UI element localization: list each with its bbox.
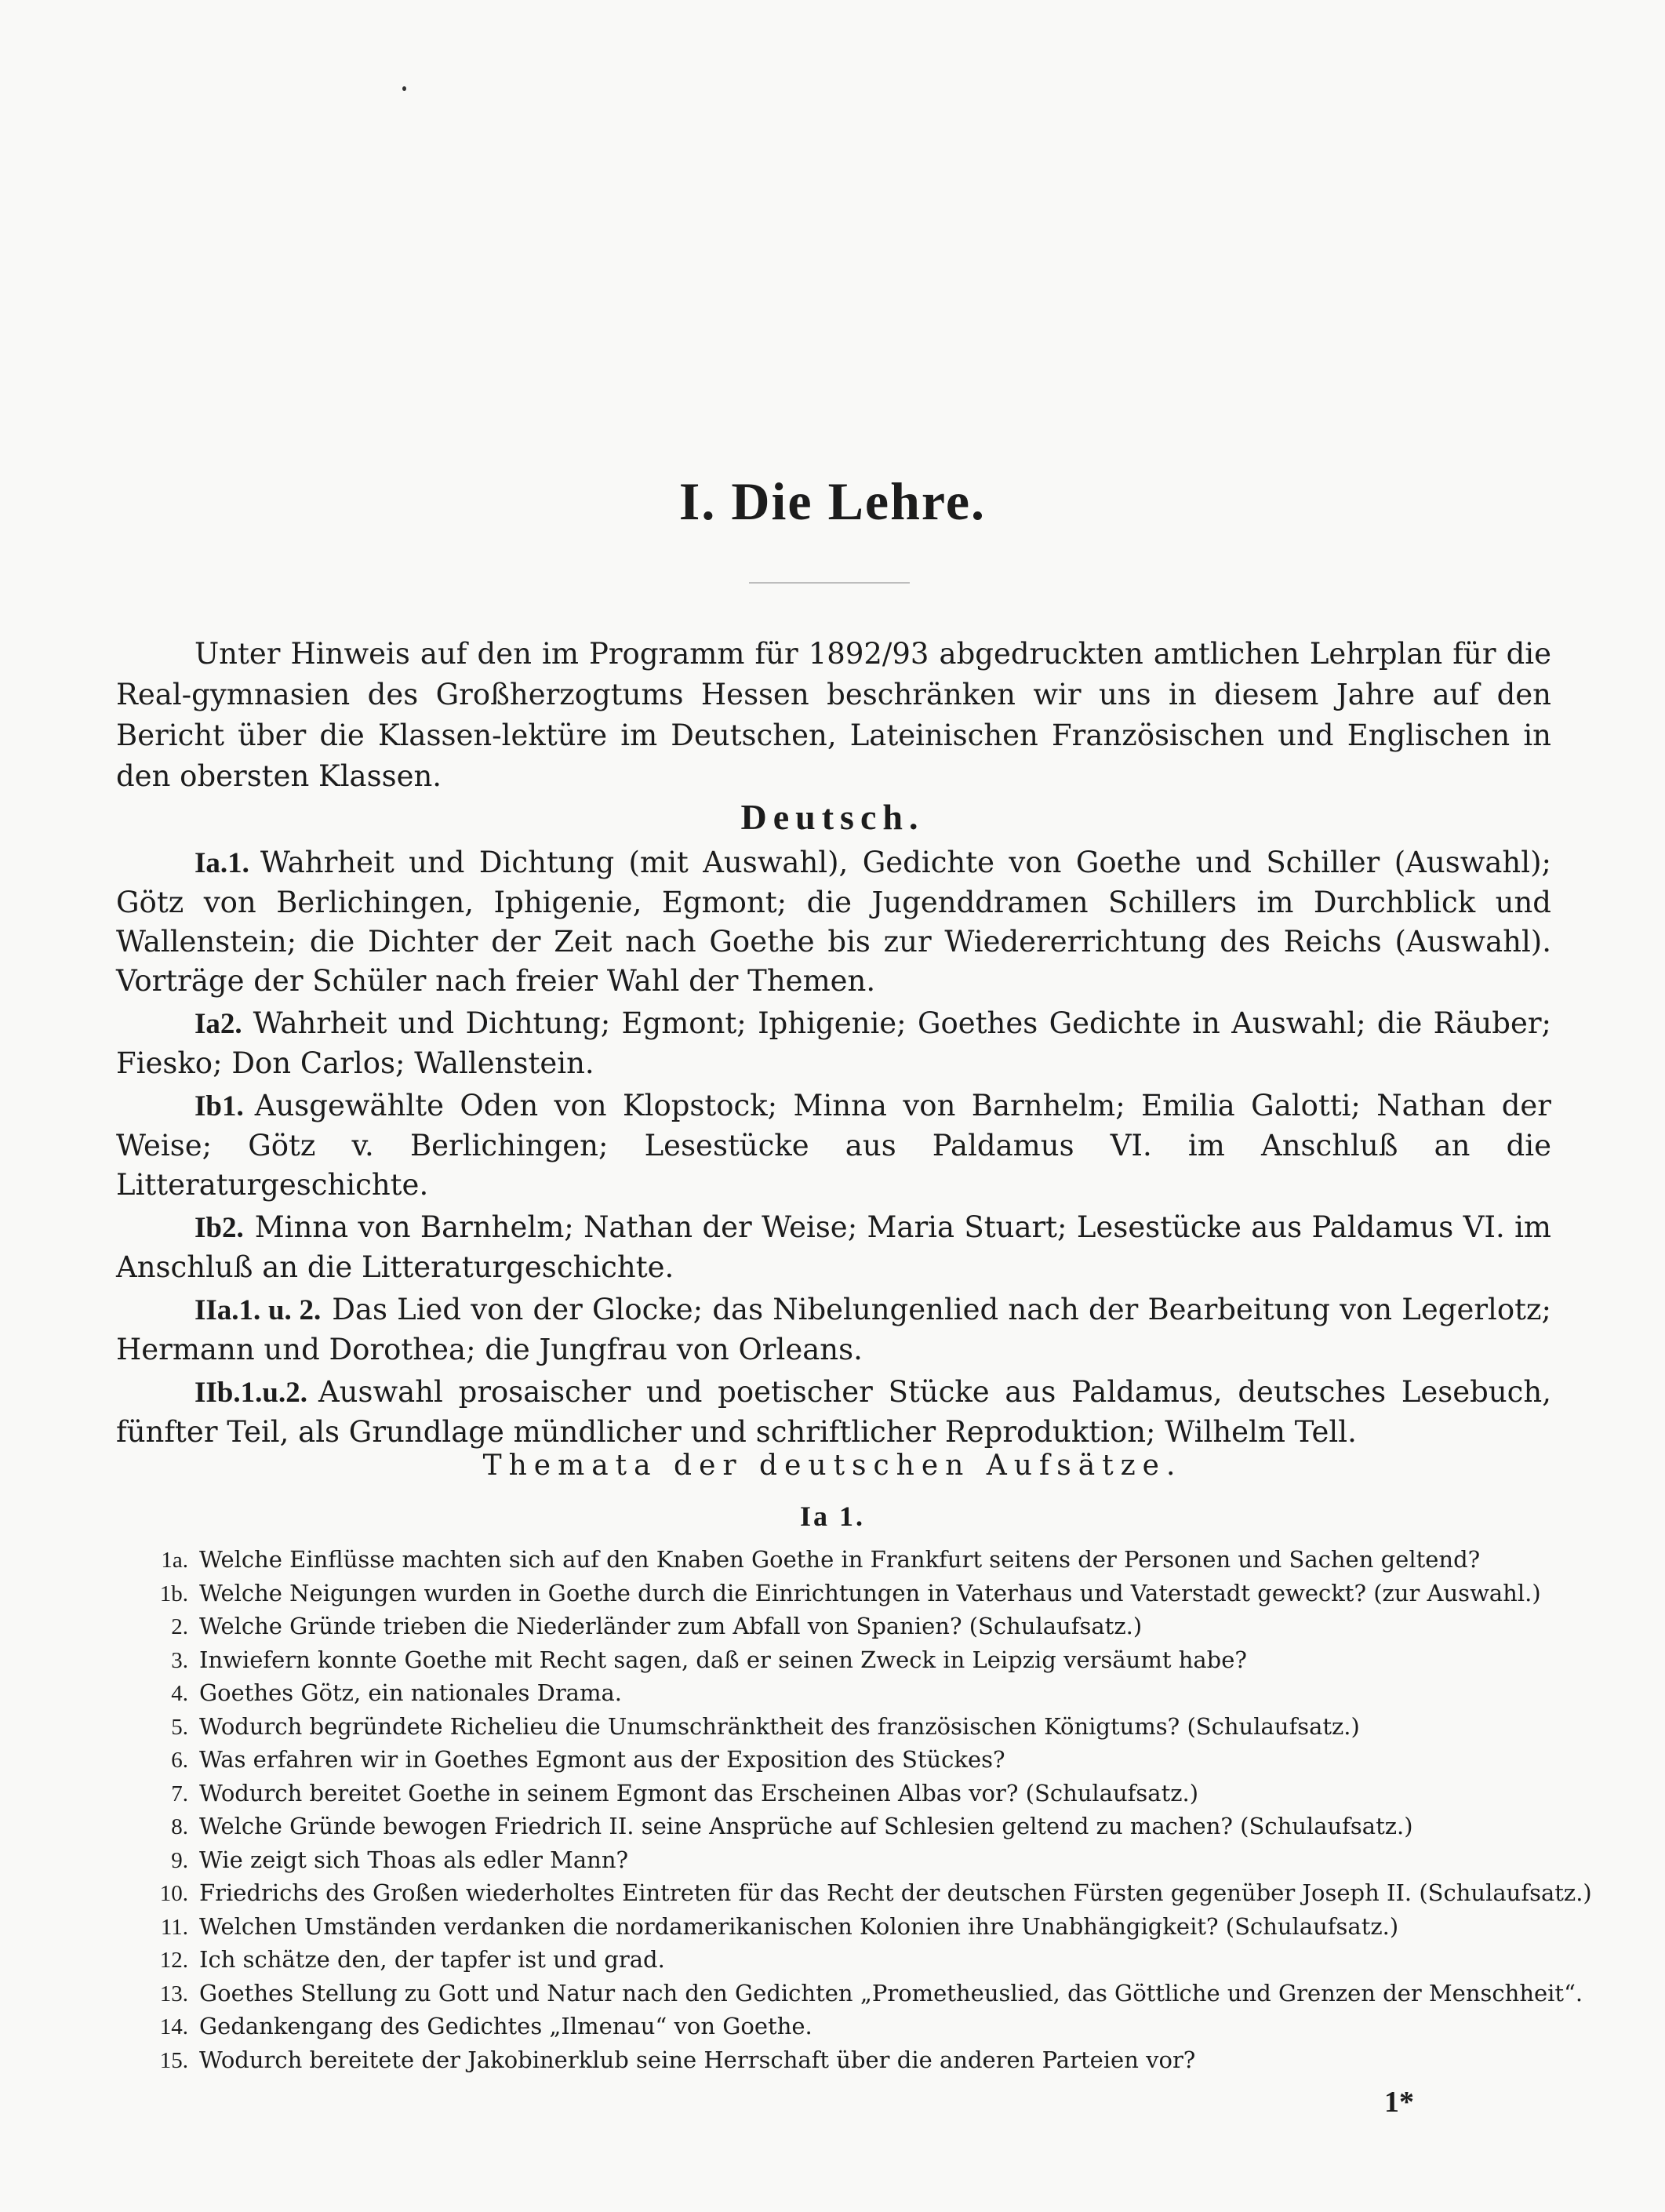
ink-speck bbox=[402, 86, 406, 91]
topic-text: Goethes Götz, ein nationales Drama. bbox=[199, 1679, 622, 1706]
topic-number: 11. bbox=[160, 1914, 188, 1940]
topic-number: 12. bbox=[159, 1948, 188, 1973]
lecture-item bbox=[116, 843, 1551, 1001]
topic-item bbox=[118, 1844, 1553, 1878]
topic-number: 1a. bbox=[161, 1548, 188, 1573]
lecture-item bbox=[116, 1004, 1551, 1083]
topic-item bbox=[118, 1610, 1553, 1644]
essay-topic-list bbox=[118, 1544, 1592, 2077]
topic-text: Gedankengang des Gedichtes „Ilmenau“ von Goethe. bbox=[199, 2013, 813, 2039]
topic-item bbox=[118, 1677, 1553, 1711]
lecture-text: Wahrheit und Dichtung; Egmont; Iphigenie; Goethes Gedichte in Auswahl; die Räuber; Fiesko; Don Carlos; Wallenstein. bbox=[116, 1006, 1551, 1080]
topic-text: Welche Gründe trieben die Niederländer zum Abfall von Spanien? (Schulaufsatz.) bbox=[199, 1613, 1143, 1639]
topic-number: 13. bbox=[159, 1981, 188, 2006]
topic-text: Welche Gründe bewogen Friedrich II. seine Ansprüche auf Schlesien geltend zu machen? (Schulaufsatz.) bbox=[199, 1813, 1413, 1839]
topic-number: 15. bbox=[159, 2047, 188, 2073]
topic-text: Inwiefern konnte Goethe mit Recht sagen, daß er seinen Zweck in Leipzig versäumt habe? bbox=[199, 1646, 1247, 1673]
topics-class-heading: Ia 1. bbox=[799, 1501, 865, 1532]
title-divider bbox=[749, 582, 910, 584]
topic-item bbox=[118, 2044, 1553, 2078]
lecture-list bbox=[116, 843, 1551, 1455]
lecture-text: Wahrheit und Dichtung (mit Auswahl), Gedichte von Goethe und Schiller (Auswahl); Götz von Berlichingen, Iphigenie, Egmont; die Jugenddramen Schillers im Durchblick und Wallenstein; die Dichter der Zeit nach Goethe bis zur Wiedererrichtung des Reichs (Auswahl). Vorträge der Schüler nach freier Wahl der Themen. bbox=[116, 846, 1551, 998]
topic-item bbox=[118, 1644, 1553, 1678]
lecture-class: IIa.1. u. 2. bbox=[194, 1294, 322, 1326]
topic-number: 4. bbox=[171, 1681, 188, 1706]
topic-number: 8. bbox=[171, 1814, 188, 1839]
topic-text: Friedrichs des Großen wiederholtes Eintreten für das Recht der deutschen Fürsten gegenüber Joseph II. (Schulaufsatz.) bbox=[199, 1879, 1592, 1906]
lecture-item bbox=[116, 1086, 1551, 1205]
lecture-text: Auswahl prosaischer und poetischer Stücke aus Paldamus, deutsches Lesebuch, fünfter Teil, als Grundlage mündlicher und schriftlicher Reproduktion; Wilhelm Tell. bbox=[116, 1375, 1551, 1449]
topic-item bbox=[118, 1977, 1583, 2011]
topic-text: Wodurch begründete Richelieu die Unumschränktheit des französischen Königtums? (Schulaufsatz.) bbox=[199, 1712, 1360, 1740]
lecture-class: Ib2. bbox=[194, 1212, 244, 1244]
topic-text: Welchen Umständen verdanken die nordamerikanischen Kolonien ihre Unabhängigkeit? (Schulaufsatz.) bbox=[199, 1912, 1399, 1940]
topics-heading: Themata der deutschen Aufsätze. bbox=[482, 1450, 1183, 1482]
topic-number: 9. bbox=[171, 1847, 188, 1873]
topic-number: 6. bbox=[171, 1748, 188, 1773]
topic-item bbox=[118, 1777, 1553, 1811]
topic-number: 1b. bbox=[159, 1581, 188, 1606]
lecture-class: Ia2. bbox=[194, 1008, 242, 1040]
topic-number: 14. bbox=[159, 2014, 188, 2039]
topic-text: Was erfahren wir in Goethes Egmont aus der Exposition des Stückes? bbox=[199, 1746, 1005, 1773]
topic-item bbox=[118, 1911, 1553, 1945]
topic-number: 10. bbox=[159, 1881, 188, 1906]
topic-text: Welche Einflüsse machten sich auf den Knaben Goethe in Frankfurt seitens der Personen und Sachen geltend? bbox=[199, 1546, 1481, 1573]
topic-item bbox=[118, 1744, 1553, 1777]
topic-text: Ich schätze den, der tapfer ist und grad. bbox=[199, 1946, 665, 1973]
topic-item bbox=[118, 1544, 1553, 1577]
topic-number: 3. bbox=[171, 1647, 188, 1673]
topic-item bbox=[118, 1711, 1553, 1744]
topic-item bbox=[118, 1944, 1553, 1977]
lecture-class: Ia.1. bbox=[194, 847, 249, 879]
lecture-text: Das Lied von der Glocke; das Nibelungenlied nach der Bearbeitung von Legerlotz; Hermann und Dorothea; die Jungfrau von Orleans. bbox=[116, 1293, 1551, 1366]
section-heading: Deutsch. bbox=[740, 797, 925, 837]
lecture-item bbox=[116, 1373, 1551, 1452]
lecture-class: IIb.1.u.2. bbox=[194, 1377, 307, 1409]
topic-text: Welche Neigungen wurden in Goethe durch die Einrichtungen in Vaterhaus und Vaterstadt geweckt? (zur Auswahl.) bbox=[199, 1579, 1541, 1606]
lecture-item bbox=[116, 1208, 1551, 1287]
topic-text: Wie zeigt sich Thoas als edler Mann? bbox=[199, 1846, 629, 1873]
topic-item bbox=[118, 1810, 1553, 1844]
lecture-item bbox=[116, 1290, 1551, 1370]
topic-item bbox=[118, 2010, 1553, 2044]
topic-number: 7. bbox=[171, 1781, 188, 1806]
topic-text: Wodurch bereitete der Jakobinerklub seine Herrschaft über die anderen Parteien vor? bbox=[199, 2046, 1196, 2073]
topic-text: Wodurch bereitet Goethe in seinem Egmont das Erscheinen Albas vor? (Schulaufsatz.) bbox=[199, 1779, 1199, 1806]
lecture-class: Ib1. bbox=[194, 1090, 244, 1122]
topic-number: 2. bbox=[171, 1614, 188, 1639]
page-title: I. Die Lehre. bbox=[678, 471, 987, 531]
topic-number: 5. bbox=[171, 1714, 188, 1740]
lecture-text: Ausgewählte Oden von Klopstock; Minna von Barnhelm; Emilia Galotti; Nathan der Weise; Götz v. Berlichingen; Lesestücke aus Paldamus VI. im Anschluß an die Litteraturgeschichte. bbox=[116, 1089, 1551, 1202]
topic-item bbox=[118, 1877, 1592, 1911]
lecture-text: Minna von Barnhelm; Nathan der Weise; Maria Stuart; Lesestücke aus Paldamus VI. im Anschluß an die Litteraturgeschichte. bbox=[116, 1210, 1551, 1284]
intro-paragraph: Unter Hinweis auf den im Programm für 1892/93 abgedruckten amtlichen Lehrplan für die Real-gymnasien des Großherzogtums Hessen beschränken wir uns in diesem Jahre auf den Bericht über die Klassen-lektüre im Deutschen, Lateinischen Französischen und Englischen in den obersten Klassen. bbox=[116, 637, 1551, 793]
topic-text: Goethes Stellung zu Gott und Natur nach den Gedichten „Prometheuslied, das Göttliche und Grenzen der Menschheit“. bbox=[199, 1979, 1583, 2006]
page-number: 1* bbox=[1384, 2086, 1414, 2119]
topic-item bbox=[118, 1577, 1553, 1611]
